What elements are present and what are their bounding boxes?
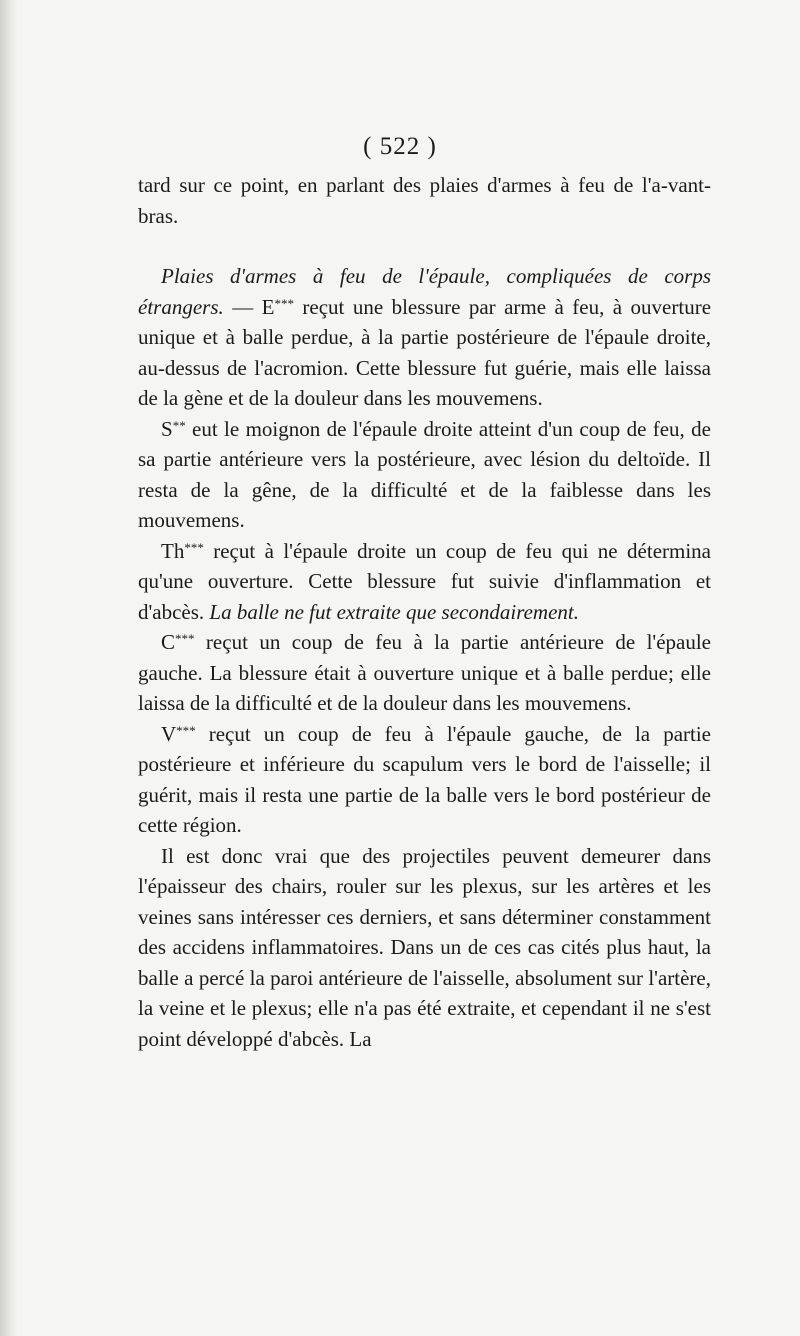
paragraph-text: reçut à l'épaule droite un coup de feu qui ne détermina qu'une ouverture. Cette blessure fut suivie d'inflammation et d'abcès. (138, 538, 711, 624)
em-dash: — (232, 294, 262, 319)
initial-stars: *** (184, 539, 204, 555)
paragraph-case-s (138, 414, 711, 536)
section-heading: Plaies d'armes à feu de l'épaule, compliquées de corps étrangers. (138, 264, 711, 319)
initial-stars: *** (175, 631, 195, 646)
paragraph-text: reçut une blessure par arme à feu, à ouverture unique et à balle perdue, à la partie postérieure de l'épaule droite, au-dessus de l'acromion. Cette blessure fut guérie, mais elle laissa de la gène et de la douleur dans les mouvemens. (138, 294, 712, 410)
paragraph-case-c (138, 627, 711, 719)
paragraph-text: tard sur ce point, en parlant des plaies d'armes à feu de l'a-vant-bras. (138, 173, 711, 228)
paragraph-case-e (138, 261, 711, 414)
paragraph-text: reçut un coup de feu à la partie antérieure de l'épaule gauche. La blessure était à ouverture unique et à balle perdue; elle laissa de la difficulté et de la douleur dans les mouvemens. (138, 630, 711, 715)
paragraph-text: eut le moignon de l'épaule droite atteint d'un coup de feu, de sa partie antérieure vers la postérieure, avec lésion du deltoïde. Il resta de la gêne, de la difficulté et de la faiblesse dans les mouvemens. (138, 416, 711, 532)
patient-initial: S (161, 416, 173, 441)
italic-remark: La balle ne fut extraite que secondairement. (209, 599, 579, 624)
patient-initial: E (261, 294, 275, 319)
patient-initial: Th (161, 538, 185, 563)
paragraph-text: Il est donc vrai que des projectiles peuvent demeurer dans l'épaisseur des chairs, rouler sur les plexus, sur les artères et les veines sans intéresser ces derniers, et sans déterminer constamment des accidens inflammatoires. Dans un de ces cas cités plus haut, la balle a percé la paroi antérieure de l'aisselle, absolument sur l'artère, la veine et le plexus; elle n'a pas été extraite, et cependant il ne s'est point développé d'abcès. La (138, 843, 711, 1051)
patient-initial: C (161, 630, 176, 654)
paragraph-conclusion (138, 841, 711, 1055)
initial-stars: ** (172, 417, 186, 433)
patient-initial: V (161, 721, 177, 746)
paragraph-case-v (138, 719, 711, 841)
page-binding-edge (0, 0, 18, 1336)
body-text (138, 170, 711, 1054)
paragraph-continuation (138, 170, 711, 231)
page-number: ( 522 ) (363, 133, 437, 160)
initial-stars: *** (176, 722, 196, 738)
initial-stars: *** (274, 295, 294, 311)
paragraph-case-th (138, 536, 711, 628)
paragraph-text: reçut un coup de feu à l'épaule gauche, de la partie postérieure et inférieure du scapulum vers le bord de l'aisselle; il guérit, mais il resta une partie de la balle vers le bord postérieur de cette région. (138, 721, 711, 837)
